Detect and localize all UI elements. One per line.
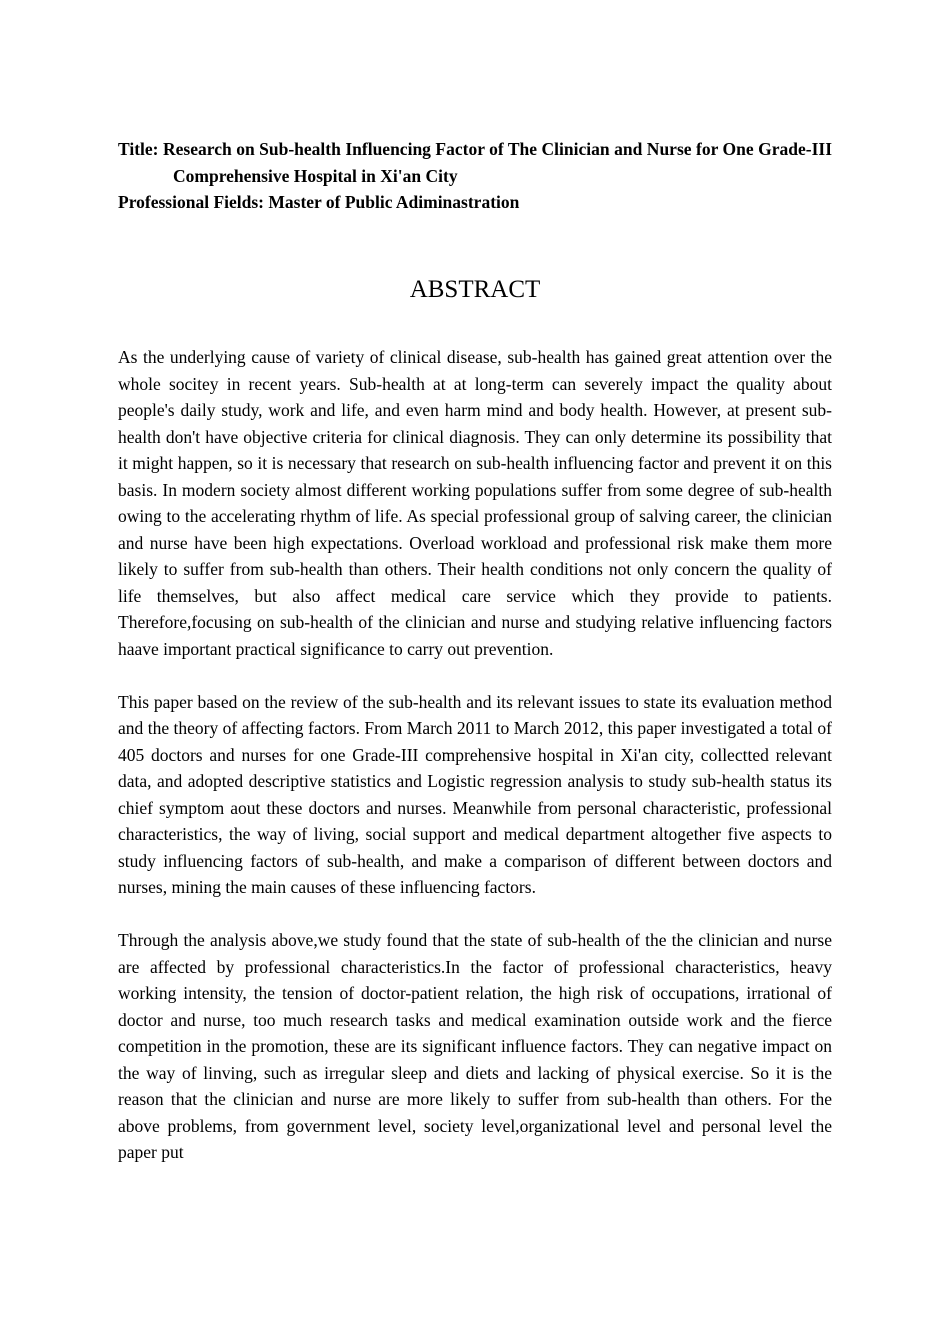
professional-fields [118, 189, 832, 216]
thesis-header [118, 136, 832, 216]
title-label: Title: [118, 139, 159, 159]
abstract-heading: ABSTRACT [409, 276, 541, 303]
abstract-paragraph-2: This paper based on the review of the sub-health and its relevant issues to state its evaluation method and the theory of affecting factors. From March 2011 to March 2012, this paper investigated a total of 405 doctors and nurses for one Grade-III comprehensive hospital in Xi'an city, collectted relevant data, and adopted descriptive statistics and Logistic regression analysis to study sub-health status its chief symptom aout these doctors and nurses. Meanwhile from personal characteristic, professional characteristics, the way of living, social support and medical department altogether five aspects to study influencing factors of sub-health, and make a comparison of different between doctors and nurses, mining the main causes of these influencing factors. [118, 691, 832, 897]
abstract-paragraph-3: Through the analysis above,we study found that the state of sub-health of the the clinician and nurse are affected by professional characteristics.In the factor of professional characteristics, heavy working intensity, the tension of doctor-patient relation, the high risk of occupations, irrational of doctor and nurse, too much research tasks and medical examination outside work and the fierce competition in the promotion, these are its significant influence factors. They can negative impact on the way of linving, such as irregular sleep and diets and lacking of physical exercise. So it is the reason that the clinician and nurse are more likely to suffer from sub-health than others. For the above problems, from government level, society level,organizational level and personal level the paper put [118, 930, 832, 1162]
fields-text: Master of Public Adiminastration [268, 192, 520, 212]
title-text: Research on Sub-health Influencing Factor of The Clinician and Nurse for One Grade-III Comprehensive Hospital in Xi'an City [163, 139, 833, 186]
abstract-paragraph-1: As the underlying cause of variety of clinical disease, sub-health has gained great attention over the whole socitey in recent years. Sub-health at at long-term can severely impact the quality about people's daily study, work and life, and even harm mind and body health. However, at present sub-health don't have objective criteria for clinical diagnosis. They can only determine its possibility that it might happen, so it is necessary that research on sub-health influencing factor and prevent it on this basis. In modern society almost different working populations suffer from some degree of sub-health owing to the accelerating rhythm of life. As special professional group of salving career, the clinician and nurse have been high expectations. Overload workload and professional risk make them more likely to suffer from sub-health than others. Their health conditions not only concern the quality of life themselves, but also affect medical care service which they provide to patients. Therefore,focusing on sub-health of the clinician and nurse and studying relative influencing factors haave important practical significance to carry out prevention. [118, 347, 832, 659]
thesis-title [118, 136, 832, 189]
document-page [118, 136, 833, 1162]
abstract-body [118, 344, 832, 1192]
fields-label: Professional Fields: [118, 192, 264, 212]
